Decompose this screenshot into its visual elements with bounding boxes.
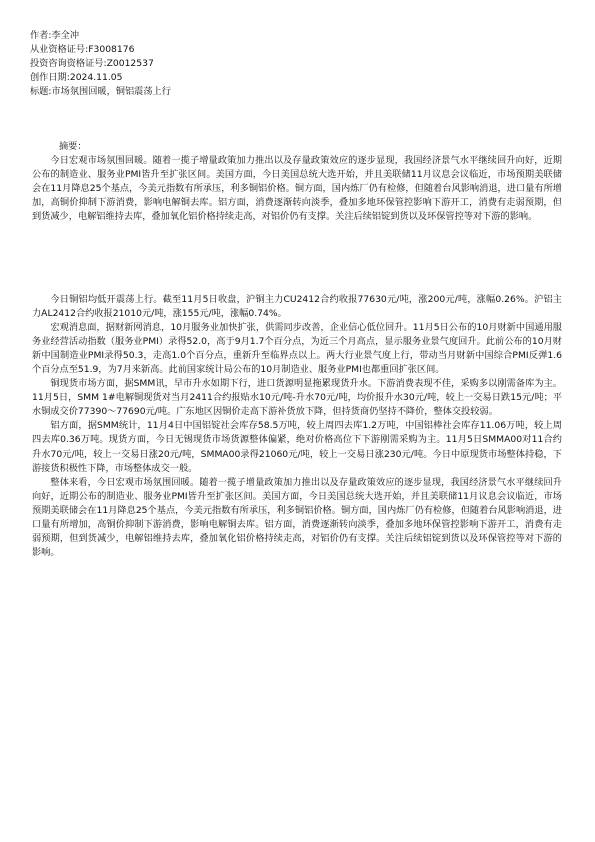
macro-news-paragraph: 宏观消息面，据财新网消息，10月服务业加快扩张，供需同步改善，企业信心低位回升。11月5日公布的10月财新中国通用服务业经营活动指数（服务业PMI）录得52.0，高于9月1.7个百分点，为近三个月高点，显示服务业景气度回升。此前公布的10月财新中国制造业PMI录得50.3，走高1.0个百分点，重新升至临界点以上。两大行业景气度上行，带动当月财新中国综合PMI反弹1.6个百分点至51.9，为7月来新高。此前国家统计局公布的10月制造业、服务业PMI也都重回扩张区间。	[32, 322, 562, 376]
advisor-license-line: 投资咨询资格证号:Z0012537	[30, 57, 154, 69]
author-line: 作者:李全冲	[30, 30, 80, 41]
overall-summary-paragraph: 整体来看，今日宏观市场氛围回暖。随着一揽子增量政策加力推出以及存量政策效应的逐步显现，我国经济景气水平继续回升向好，近期公布的制造业、服务业PMI皆升至扩张区间。美国方面，今日美国总统大选开始，并且美联储11月议息会议临近，市场预期美联储会在11月降息25个基点，今美元指数有所承压，利多铜铝价格。铜方面，国内炼厂仍有检修，但随着台风影响消退，进口量有所增加，高铜价抑制下游消费，影响电解铜去库。铝方面，消费逐渐转向淡季，叠加多地环保管控影响下游开工，消费有走弱预期，但到货减少，电解铝维持去库，叠加氧化铝价格持续走高，对铝价仍有支撑。关注后续铝锭到货以及环保管控等对下游的影响。	[32, 476, 562, 558]
aluminum-paragraph: 铝方面，据SMM统计，11月4日中国铝锭社会库存58.5万吨，较上周四去库1.2万吨，中国铝棒社会库存11.06万吨，较上周四去库0.36万吨。现货方面，今日无锡现货市场货源整体偏紧，绝对价格高位下下游刚需采购为主。11月5日SMMA00对11合约升水70元/吨，较上一交易日涨20元/吨，SMMA00录得21060元/吨，较上一交易日涨230元/吨。今日中原现货市场整体持稳，下游接货积极性下降，市场整体成交一般。	[32, 420, 562, 474]
price-summary-paragraph: 今日铜铝均低开震荡上行。截至11月5日收盘，沪铜主力CU2412合约收报77630元/吨，涨200元/吨，涨幅0.26%。沪铝主力AL2412合约收报21010元/吨，涨155元/吨，涨幅0.74%。	[32, 294, 562, 320]
body-block	[32, 293, 562, 560]
license-line: 从业资格证号:F3008176	[30, 43, 135, 55]
abstract-block	[32, 154, 562, 224]
report-title-line: 标题:市场氛围回暖，铜铝震荡上行	[30, 85, 171, 97]
abstract-paragraph: 今日宏观市场氛围回暖。随着一揽子增量政策加力推出以及存量政策效应的逐步显现，我国经济景气水平继续回升向好，近期公布的制造业、服务业PMI皆升至扩张区间。美国方面，今日美国总统大选开始，并且美联储11月议息会议临近，市场预期美联储会在11月降息25个基点，今美元指数有所承压，利多铜铝价格。铜方面，国内炼厂仍有检修，但随着台风影响消退，进口量有所增加，高铜价抑制下游消费，影响电解铜去库。铝方面，消费逐渐转向淡季，叠加多地环保管控影响下游开工，消费有走弱预期，但到货减少，电解铝维持去库，叠加氧化铝价格持续走高，对铝价仍有支撑。关注后续铝锭到货以及环保管控等对下游的影响。	[32, 155, 562, 223]
copper-spot-paragraph: 铜现货市场方面，据SMM讯，早市升水如期下行，进口货源明显拖累现货升水。下游消费表现不佳，采购多以刚需备库为主。11月5日，SMM 1#电解铜现货对当月2411合约报贴水10元/吨-升水70元/吨，均价报升水30元/吨，较上一交易日跌15元/吨；平水铜成交价77390～77690元/吨。广东地区因铜价走高下游补货放下降，但持货商仍坚持不降价，整体交投较弱。	[32, 378, 562, 418]
report-header	[30, 29, 330, 99]
created-date-line: 创作日期:2024.11.05	[30, 71, 123, 83]
abstract-label: 摘要：	[59, 141, 87, 152]
